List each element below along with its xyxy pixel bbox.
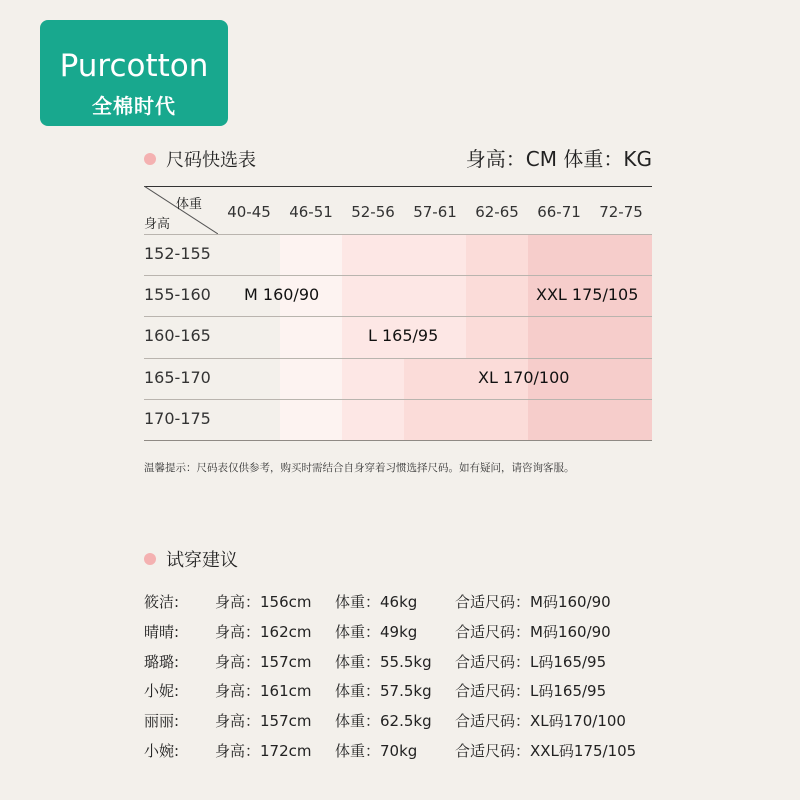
person-height: 身高：172cm	[215, 742, 312, 760]
size-chart-footnote: 温馨提示：尺码表仅供参考，购买时需结合自身穿着习惯选择尺码。如有疑问，请咨询客服。	[144, 462, 575, 474]
size-cell	[342, 234, 404, 275]
person-size: 合适尺码：M码160/90	[455, 593, 611, 611]
person-weight: 体重：55.5kg	[335, 652, 432, 671]
size-label: XL 170/100	[478, 367, 570, 387]
size-cell	[466, 316, 528, 357]
person-weight: 体重：46kg	[335, 593, 418, 611]
person-height: 身高：157cm	[215, 652, 312, 671]
table-top-rule	[144, 186, 652, 187]
size-cell	[342, 358, 404, 399]
height-range-label: 165-170	[144, 367, 211, 387]
size-chart-header	[144, 146, 256, 172]
weight-range-header: 46-51	[289, 203, 333, 221]
size-label: L 165/95	[368, 326, 439, 346]
height-range-label: 160-165	[144, 326, 211, 346]
height-range-label: 155-160	[144, 285, 211, 305]
row-divider	[144, 440, 652, 441]
person-name: 丽丽:	[144, 712, 180, 731]
weight-range-header: 66-71	[537, 203, 581, 221]
person-height: 身高：162cm	[215, 622, 312, 641]
person-weight: 体重：62.5kg	[335, 712, 432, 731]
size-cell	[404, 234, 466, 275]
weight-range-header: 52-56	[351, 203, 395, 221]
size-chart-title: 尺码快选表	[166, 150, 256, 171]
fitting-header	[144, 546, 238, 572]
bullet-dot-icon	[144, 153, 156, 165]
size-cell	[280, 234, 342, 275]
size-label: M 160/90	[244, 285, 320, 305]
row-divider	[144, 275, 652, 276]
person-name: 璐璐:	[144, 652, 180, 671]
logo-brand-cn-text: 全棉时代	[92, 94, 176, 118]
size-cell	[342, 399, 404, 440]
size-cell	[590, 358, 652, 399]
person-name: 小妮:	[144, 682, 180, 701]
fitting-title: 试穿建议	[166, 550, 238, 571]
person-weight: 体重：70kg	[335, 742, 418, 760]
person-name: 小婉:	[144, 742, 180, 760]
size-cell	[342, 275, 404, 316]
unit-note: 身高：CM 体重：KG	[465, 147, 652, 171]
weight-range-header: 72-75	[599, 203, 643, 221]
size-cell	[280, 399, 342, 440]
person-size: 合适尺码：XXL码175/105	[455, 742, 637, 760]
weight-range-header: 57-61	[413, 203, 457, 221]
size-cell	[528, 399, 590, 440]
person-weight: 体重：49kg	[335, 622, 418, 641]
weight-range-header: 40-45	[227, 203, 271, 221]
person-size: 合适尺码：L码165/95	[455, 682, 607, 701]
header-weight-label: 体重	[176, 197, 203, 212]
person-height: 身高：156cm	[215, 593, 312, 611]
person-height: 身高：157cm	[215, 712, 312, 731]
purcotton-logo	[40, 20, 228, 126]
size-cell	[528, 316, 590, 357]
size-cell	[404, 358, 466, 399]
row-divider	[144, 399, 652, 400]
person-weight: 体重：57.5kg	[335, 682, 432, 701]
size-cell	[590, 234, 652, 275]
person-size: 合适尺码：XL码170/100	[455, 712, 626, 731]
size-cell	[404, 399, 466, 440]
bullet-dot-icon	[144, 553, 156, 565]
size-cell	[590, 399, 652, 440]
size-cell	[466, 275, 528, 316]
person-name: 晴晴:	[144, 622, 180, 641]
size-cell	[404, 275, 466, 316]
size-cell	[280, 316, 342, 357]
size-cell	[466, 399, 528, 440]
row-divider	[144, 234, 652, 235]
size-cell	[466, 234, 528, 275]
person-size: 合适尺码：M码160/90	[455, 622, 611, 641]
size-cell	[590, 316, 652, 357]
person-size: 合适尺码：L码165/95	[455, 652, 607, 671]
height-range-label: 152-155	[144, 244, 211, 263]
size-cell	[280, 358, 342, 399]
size-cell	[528, 234, 590, 275]
header-height-label: 身高	[144, 217, 171, 232]
weight-range-header: 62-65	[475, 203, 519, 221]
person-height: 身高：161cm	[215, 682, 312, 701]
logo-brand-text: Purcotton	[59, 48, 209, 84]
row-divider	[144, 358, 652, 359]
size-table	[144, 186, 652, 440]
height-range-label: 170-175	[144, 408, 211, 428]
row-divider	[144, 316, 652, 317]
size-label: XXL 175/105	[536, 285, 639, 305]
person-name: 筱洁:	[144, 593, 180, 611]
